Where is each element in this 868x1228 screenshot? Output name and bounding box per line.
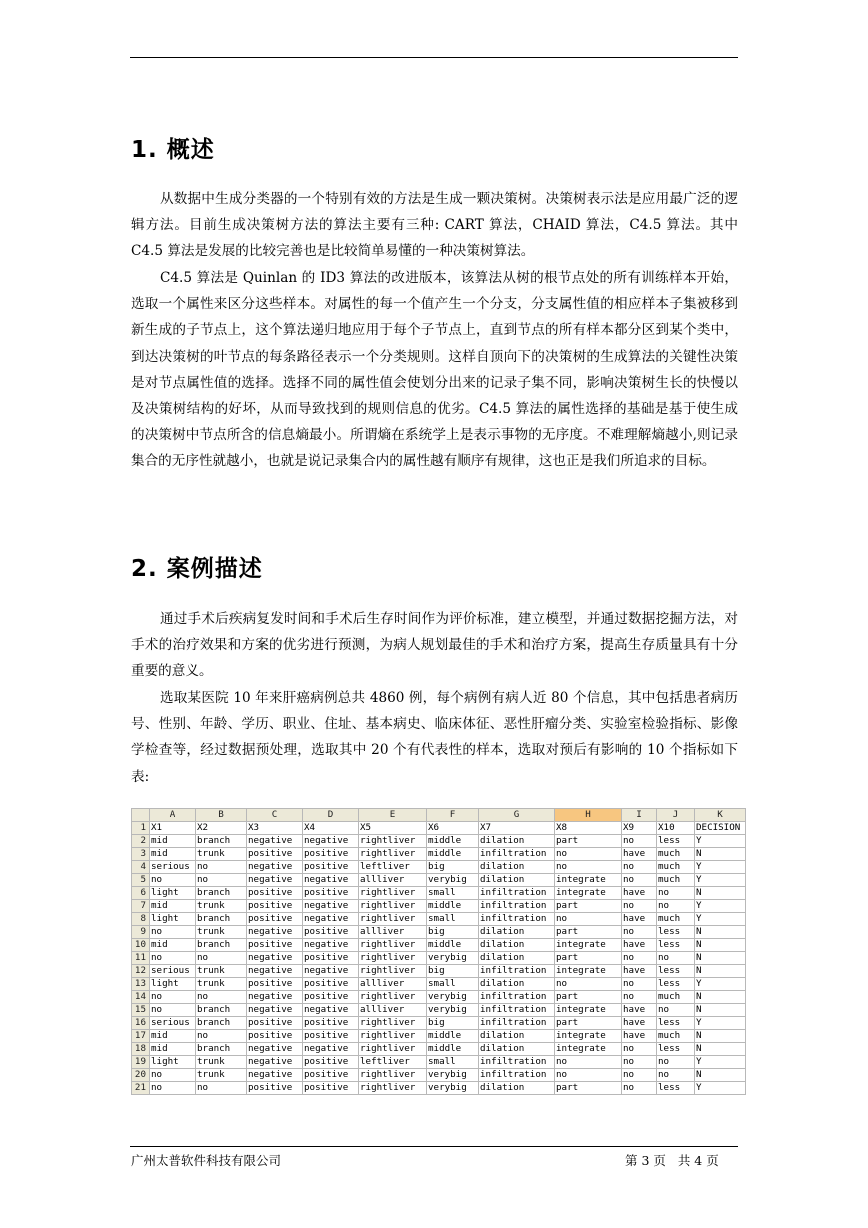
row-number-cell: 5 — [132, 874, 150, 887]
table-cell: no — [555, 978, 622, 991]
row-number-cell: 6 — [132, 887, 150, 900]
table-row — [132, 1043, 746, 1056]
section-1-paragraph-1: 从数据中生成分类器的一个特别有效的方法是生成一颗决策树。决策树表示法是应用最广泛的逻辑方法。目前生成决策树方法的算法主要有三种: CART 算法，CHAID 算法，C4.5 算法。其中 C4.5 算法是发展的比较完善也是比较简单易懂的一种决策树算法。 — [131, 191, 738, 260]
row-number-cell: 11 — [132, 952, 150, 965]
table-cell: light — [150, 978, 196, 991]
column-header-h-selected: H — [555, 809, 622, 822]
table-cell: integrate — [555, 965, 622, 978]
row-number-cell: 1 — [132, 822, 150, 835]
table-cell: X8 — [555, 822, 622, 835]
table-cell: X4 — [303, 822, 359, 835]
table-cell: infiltration — [479, 1017, 555, 1030]
table-cell: positive — [247, 1017, 303, 1030]
table-cell: integrate — [555, 939, 622, 952]
table-row — [132, 1017, 746, 1030]
table-cell: rightliver — [359, 1030, 427, 1043]
table-cell: N — [695, 991, 746, 1004]
table-cell: no — [622, 861, 657, 874]
table-cell: no — [622, 991, 657, 1004]
table-row — [132, 1056, 746, 1069]
table-cell: dilation — [479, 874, 555, 887]
table-cell: dilation — [479, 926, 555, 939]
table-cell: rightliver — [359, 952, 427, 965]
table-cell: part — [555, 926, 622, 939]
table-cell: have — [622, 913, 657, 926]
table-cell: rightliver — [359, 1082, 427, 1095]
column-header-e: E — [359, 809, 427, 822]
table-cell: rightliver — [359, 887, 427, 900]
row-number-cell: 21 — [132, 1082, 150, 1095]
table-cell: verybig — [427, 1082, 479, 1095]
table-cell: trunk — [196, 1069, 247, 1082]
table-cell: Y — [695, 900, 746, 913]
table-cell: have — [622, 1030, 657, 1043]
table-cell: N — [695, 1043, 746, 1056]
table-cell: dilation — [479, 1043, 555, 1056]
table-cell: infiltration — [479, 1069, 555, 1082]
table-cell: much — [657, 848, 695, 861]
table-cell: no — [196, 991, 247, 1004]
table-cell: no — [555, 1069, 622, 1082]
table-cell: Y — [695, 978, 746, 991]
table-cell: positive — [247, 900, 303, 913]
table-cell: small — [427, 978, 479, 991]
table-cell: verybig — [427, 991, 479, 1004]
table-cell: allliver — [359, 874, 427, 887]
table-cell: negative — [247, 874, 303, 887]
table-cell: no — [150, 1082, 196, 1095]
section-2-paragraph-1: 通过手术后疾病复发时间和手术后生存时间作为评价标准，建立模型，并通过数据挖掘方法，对手术的治疗效果和方案的优劣进行预测，为病人规划最佳的手术和治疗方案，提高生存质量具有十分重要的意义。 — [131, 611, 738, 680]
table-row — [132, 900, 746, 913]
table-cell: trunk — [196, 848, 247, 861]
column-header-b: B — [196, 809, 247, 822]
table-cell: X10 — [657, 822, 695, 835]
table-cell: mid — [150, 835, 196, 848]
table-cell: middle — [427, 900, 479, 913]
table-cell: N — [695, 1004, 746, 1017]
table-body — [132, 822, 746, 1095]
column-header-g: G — [479, 809, 555, 822]
row-number-cell: 9 — [132, 926, 150, 939]
table-cell: Y — [695, 1017, 746, 1030]
spreadsheet-screenshot — [131, 808, 741, 1095]
table-cell: negative — [247, 835, 303, 848]
table-cell: positive — [247, 848, 303, 861]
column-header-i: I — [622, 809, 657, 822]
table-cell: light — [150, 913, 196, 926]
table-row — [132, 1004, 746, 1017]
table-cell: positive — [303, 1082, 359, 1095]
table-cell: Y — [695, 1082, 746, 1095]
table-cell: infiltration — [479, 1004, 555, 1017]
table-cell: no — [196, 952, 247, 965]
row-number-cell: 17 — [132, 1030, 150, 1043]
table-cell: part — [555, 835, 622, 848]
table-cell: N — [695, 887, 746, 900]
row-number-cell: 2 — [132, 835, 150, 848]
table-cell: Y — [695, 874, 746, 887]
table-cell: less — [657, 1017, 695, 1030]
table-row — [132, 1030, 746, 1043]
table-cell: middle — [427, 848, 479, 861]
section-2-paragraph-2: 选取某医院 10 年来肝癌病例总共 4860 例，每个病例有病人近 80 个信息，其中包括患者病历号、性别、年龄、学历、职业、住址、基本病史、临床体征、恶性肝瘤分类、实验室检验指标、影像学检查等，经过数据预处理，选取其中 20 个有代表性的样本，选取对预后有影响的 10 个指标如下表: — [131, 690, 738, 785]
table-cell: light — [150, 887, 196, 900]
table-cell: dilation — [479, 978, 555, 991]
table-cell: Y — [695, 913, 746, 926]
table-cell: Y — [695, 861, 746, 874]
table-cell: negative — [247, 861, 303, 874]
table-cell: negative — [303, 965, 359, 978]
row-number-cell: 12 — [132, 965, 150, 978]
table-cell: part — [555, 991, 622, 1004]
table-cell: branch — [196, 1043, 247, 1056]
table-cell: have — [622, 887, 657, 900]
table-cell: no — [555, 1056, 622, 1069]
row-number-cell: 20 — [132, 1069, 150, 1082]
row-number-cell: 15 — [132, 1004, 150, 1017]
table-cell: no — [622, 1043, 657, 1056]
row-number-cell: 18 — [132, 1043, 150, 1056]
row-number-cell: 3 — [132, 848, 150, 861]
table-cell: positive — [303, 991, 359, 1004]
table-cell: rightliver — [359, 991, 427, 1004]
table-cell: DECISION — [695, 822, 746, 835]
column-header-j: J — [657, 809, 695, 822]
table-cell: part — [555, 952, 622, 965]
table-cell: no — [555, 913, 622, 926]
table-cell: Y — [695, 1056, 746, 1069]
table-cell: no — [622, 926, 657, 939]
table-cell: verybig — [427, 952, 479, 965]
table-cell: negative — [247, 926, 303, 939]
table-cell: X6 — [427, 822, 479, 835]
table-cell: light — [150, 1056, 196, 1069]
table-cell: positive — [303, 1056, 359, 1069]
table-cell: allliver — [359, 1004, 427, 1017]
table-cell: N — [695, 848, 746, 861]
table-cell: rightliver — [359, 835, 427, 848]
table-cell: small — [427, 913, 479, 926]
table-cell: rightliver — [359, 1043, 427, 1056]
table-cell: no — [196, 861, 247, 874]
table-cell: negative — [303, 835, 359, 848]
column-header-f: F — [427, 809, 479, 822]
table-cell: allliver — [359, 926, 427, 939]
table-cell: positive — [247, 1030, 303, 1043]
footer-rule — [130, 1146, 738, 1147]
table-cell: have — [622, 965, 657, 978]
table-cell: positive — [303, 978, 359, 991]
table-cell: no — [196, 874, 247, 887]
table-row — [132, 1069, 746, 1082]
table-cell: much — [657, 1030, 695, 1043]
table-cell: less — [657, 835, 695, 848]
table-cell: dilation — [479, 939, 555, 952]
table-cell: trunk — [196, 900, 247, 913]
table-cell: no — [196, 1030, 247, 1043]
table-cell: middle — [427, 835, 479, 848]
table-cell: no — [622, 1069, 657, 1082]
table-cell: infiltration — [479, 991, 555, 1004]
table-cell: mid — [150, 1043, 196, 1056]
table-cell: negative — [303, 913, 359, 926]
table-cell: no — [150, 1004, 196, 1017]
table-cell: verybig — [427, 874, 479, 887]
footer-company: 广州太普软件科技有限公司 — [131, 1153, 282, 1168]
table-cell: trunk — [196, 978, 247, 991]
table-cell: have — [622, 1017, 657, 1030]
table-cell: negative — [247, 991, 303, 1004]
column-header-k: K — [695, 809, 746, 822]
table-row — [132, 887, 746, 900]
table-cell: much — [657, 913, 695, 926]
table-cell: mid — [150, 939, 196, 952]
section-1-heading: 1. 概述 — [131, 137, 215, 163]
table-cell: less — [657, 939, 695, 952]
table-cell: mid — [150, 848, 196, 861]
table-cell: rightliver — [359, 900, 427, 913]
table-row — [132, 822, 746, 835]
table-cell: rightliver — [359, 1017, 427, 1030]
column-header-row — [132, 809, 746, 822]
table-cell: part — [555, 1017, 622, 1030]
row-number-cell: 8 — [132, 913, 150, 926]
table-cell: no — [196, 1082, 247, 1095]
table-cell: integrate — [555, 1004, 622, 1017]
table-cell: integrate — [555, 887, 622, 900]
table-cell: trunk — [196, 1056, 247, 1069]
table-cell: have — [622, 848, 657, 861]
table-cell: infiltration — [479, 913, 555, 926]
table-cell: leftliver — [359, 861, 427, 874]
table-cell: negative — [247, 1056, 303, 1069]
row-number-cell: 14 — [132, 991, 150, 1004]
table-row — [132, 861, 746, 874]
table-cell: much — [657, 861, 695, 874]
table-cell: N — [695, 965, 746, 978]
table-cell: positive — [303, 1030, 359, 1043]
table-cell: no — [657, 1004, 695, 1017]
table-cell: big — [427, 965, 479, 978]
table-cell: less — [657, 1043, 695, 1056]
table-cell: positive — [303, 926, 359, 939]
table-cell: no — [657, 900, 695, 913]
table-cell: positive — [303, 887, 359, 900]
table-row — [132, 991, 746, 1004]
table-cell: no — [657, 1056, 695, 1069]
table-cell: rightliver — [359, 939, 427, 952]
table-cell: X3 — [247, 822, 303, 835]
table-cell: dilation — [479, 1030, 555, 1043]
table-cell: serious — [150, 861, 196, 874]
table-cell: branch — [196, 1004, 247, 1017]
table-cell: X7 — [479, 822, 555, 835]
table-cell: rightliver — [359, 965, 427, 978]
table-cell: negative — [247, 952, 303, 965]
table-cell: integrate — [555, 1030, 622, 1043]
table-cell: less — [657, 1082, 695, 1095]
table-cell: branch — [196, 835, 247, 848]
table-cell: no — [622, 1056, 657, 1069]
table-row — [132, 978, 746, 991]
table-cell: middle — [427, 1030, 479, 1043]
table-cell: branch — [196, 1017, 247, 1030]
section-2-heading: 2. 案例描述 — [131, 556, 263, 582]
table-cell: positive — [247, 978, 303, 991]
table-cell: positive — [247, 887, 303, 900]
table-row — [132, 952, 746, 965]
table-cell: negative — [247, 1043, 303, 1056]
table-cell: positive — [247, 913, 303, 926]
row-number-cell: 10 — [132, 939, 150, 952]
table-cell: infiltration — [479, 900, 555, 913]
table-cell: part — [555, 900, 622, 913]
table-cell: negative — [303, 900, 359, 913]
table-row — [132, 926, 746, 939]
table-cell: small — [427, 1056, 479, 1069]
table-cell: X1 — [150, 822, 196, 835]
table-cell: infiltration — [479, 1056, 555, 1069]
table-cell: positive — [303, 848, 359, 861]
table-cell: small — [427, 887, 479, 900]
table-cell: verybig — [427, 1069, 479, 1082]
table-cell: dilation — [479, 861, 555, 874]
table-cell: much — [657, 874, 695, 887]
table-row — [132, 1082, 746, 1095]
table-cell: no — [622, 952, 657, 965]
table-cell: no — [622, 900, 657, 913]
corner-cell — [132, 809, 150, 822]
table-cell: Y — [695, 835, 746, 848]
table-cell: no — [150, 952, 196, 965]
table-cell: N — [695, 952, 746, 965]
header-rule — [130, 57, 738, 58]
table-row — [132, 835, 746, 848]
table-cell: rightliver — [359, 848, 427, 861]
table-cell: infiltration — [479, 848, 555, 861]
table-cell: X2 — [196, 822, 247, 835]
row-number-cell: 13 — [132, 978, 150, 991]
column-header-d: D — [303, 809, 359, 822]
table-cell: X9 — [622, 822, 657, 835]
table-cell: leftliver — [359, 1056, 427, 1069]
table-cell: positive — [247, 1082, 303, 1095]
table-cell: infiltration — [479, 887, 555, 900]
table-cell: negative — [303, 1004, 359, 1017]
table-cell: X5 — [359, 822, 427, 835]
table-cell: branch — [196, 939, 247, 952]
table-cell: no — [555, 861, 622, 874]
table-cell: positive — [303, 861, 359, 874]
table-cell: big — [427, 926, 479, 939]
table-cell: no — [150, 874, 196, 887]
table-cell: have — [622, 939, 657, 952]
row-number-cell: 7 — [132, 900, 150, 913]
table-cell: integrate — [555, 874, 622, 887]
column-header-a: A — [150, 809, 196, 822]
table-cell: negative — [303, 874, 359, 887]
table-cell: no — [622, 874, 657, 887]
table-cell: have — [622, 1004, 657, 1017]
table-cell: dilation — [479, 952, 555, 965]
table-row — [132, 874, 746, 887]
footer-page-number: 第 3 页 共 4 页 — [625, 1153, 719, 1168]
table-cell: less — [657, 965, 695, 978]
table-cell: no — [657, 1069, 695, 1082]
table-cell: part — [555, 1082, 622, 1095]
sample-data-table — [131, 808, 746, 1095]
table-cell: mid — [150, 900, 196, 913]
table-cell: N — [695, 926, 746, 939]
column-header-c: C — [247, 809, 303, 822]
table-cell: no — [622, 1082, 657, 1095]
table-cell: no — [150, 1069, 196, 1082]
table-cell: no — [150, 991, 196, 1004]
table-row — [132, 848, 746, 861]
table-cell: big — [427, 861, 479, 874]
table-cell: dilation — [479, 1082, 555, 1095]
table-cell: N — [695, 939, 746, 952]
table-cell: allliver — [359, 978, 427, 991]
table-cell: serious — [150, 965, 196, 978]
table-row — [132, 965, 746, 978]
table-cell: positive — [303, 952, 359, 965]
row-number-cell: 19 — [132, 1056, 150, 1069]
table-cell: branch — [196, 913, 247, 926]
table-cell: positive — [303, 1017, 359, 1030]
table-cell: infiltration — [479, 965, 555, 978]
table-cell: big — [427, 1017, 479, 1030]
table-cell: no — [622, 978, 657, 991]
table-cell: no — [622, 835, 657, 848]
table-cell: middle — [427, 939, 479, 952]
table-cell: verybig — [427, 1004, 479, 1017]
table-cell: rightliver — [359, 913, 427, 926]
table-cell: mid — [150, 1030, 196, 1043]
row-number-cell: 16 — [132, 1017, 150, 1030]
table-cell: serious — [150, 1017, 196, 1030]
table-cell: negative — [303, 1043, 359, 1056]
table-cell: much — [657, 991, 695, 1004]
table-cell: less — [657, 926, 695, 939]
table-cell: trunk — [196, 926, 247, 939]
table-cell: no — [657, 952, 695, 965]
section-1-paragraph-2: C4.5 算法是 Quinlan 的 ID3 算法的改进版本，该算法从树的根节点处的所有训练样本开始，选取一个属性来区分这些样本。对属性的每一个值产生一个分支，分支属性值的相应样本子集被移到新生成的子节点上，这个算法递归地应用于每个子节点上，直到节点的所有样本都分区到某个类中，到达决策树的叶节点的每条路径表示一个分类规则。这样自顶向下的决策树的生成算法的关键性决策是对节点属性值的选择。选择不同的属性值会使划分出来的记录子集不同，影响决策树生长的快慢以及决策树结构的好坏，从而导致找到的规则信息的优劣。C4.5 算法的属性选择的基础是基于使生成的决策树中节点所含的信息熵最小。所谓熵在系统学上是表示事物的无序度。不难理解熵越小,则记录集合的无序性就越小，也就是说记录集合内的属性越有顺序有规律，这也正是我们所追求的目标。 — [131, 270, 738, 470]
table-cell: positive — [303, 1069, 359, 1082]
table-row — [132, 939, 746, 952]
table-cell: branch — [196, 887, 247, 900]
table-cell: middle — [427, 1043, 479, 1056]
table-cell: integrate — [555, 1043, 622, 1056]
table-cell: negative — [247, 1069, 303, 1082]
table-cell: trunk — [196, 965, 247, 978]
table-cell: negative — [247, 965, 303, 978]
table-cell: N — [695, 1030, 746, 1043]
table-cell: less — [657, 978, 695, 991]
table-cell: rightliver — [359, 1069, 427, 1082]
table-cell: no — [657, 887, 695, 900]
table-row — [132, 913, 746, 926]
table-cell: N — [695, 1069, 746, 1082]
row-number-cell: 4 — [132, 861, 150, 874]
table-cell: positive — [247, 939, 303, 952]
table-cell: no — [555, 848, 622, 861]
table-cell: negative — [247, 1004, 303, 1017]
table-cell: dilation — [479, 835, 555, 848]
table-cell: negative — [303, 939, 359, 952]
table-cell: no — [150, 926, 196, 939]
